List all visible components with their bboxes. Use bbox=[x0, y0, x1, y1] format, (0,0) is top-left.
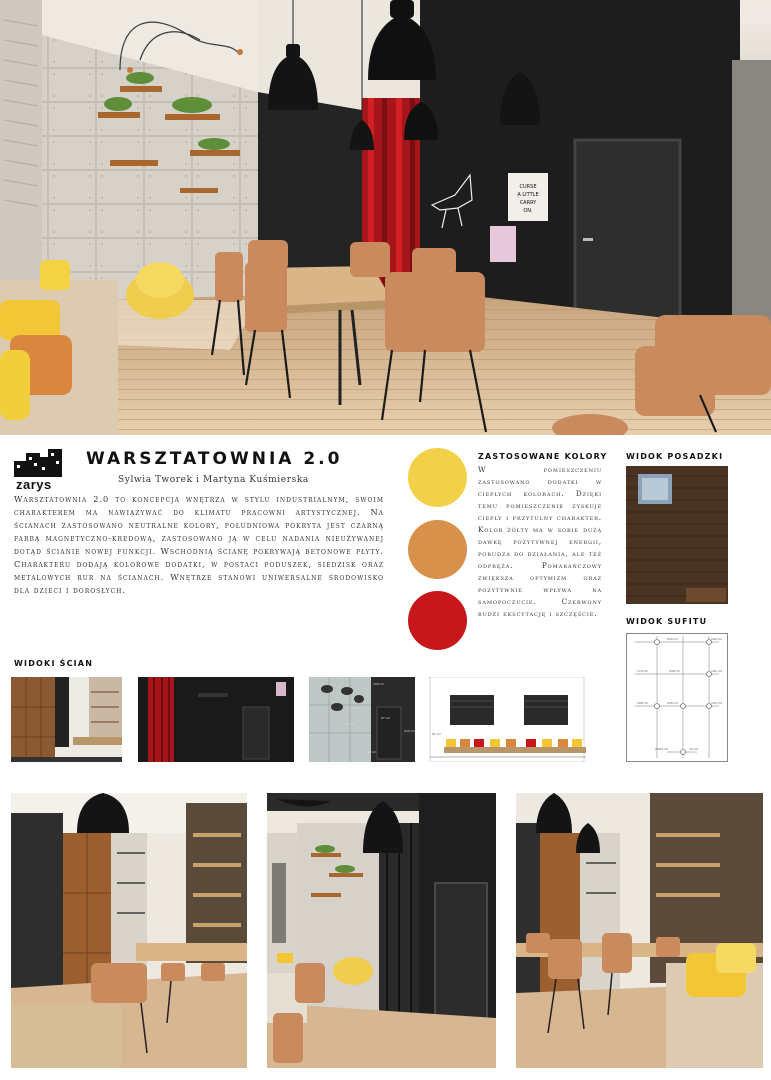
ceiling-dim: 174 cm bbox=[637, 669, 649, 673]
ceiling-dim: 238 cm bbox=[667, 701, 679, 705]
project-description: Warsztatownia 2.0 to koncepcja wnętrza w stylu industrialnym, swoim charakterem ma nawiązywać do klimatu pracowni artystycznej. Na ścianach zastosowano neutralne kolory, południowa pokryta jest czarną farbą magnetyczno-kredową, zastosowano ją w celu nadania nieużywanej dotąd ścianie nowej funkcji. Wschodnią ścianę pokrywają betonowe płyty. Charakteru dodają kolorowe dodatki, w postaci poduszek, siedzisk oraz metalowych rur na ścianach. Wnętrze stanowi uniwersalne środowisko dla dzieci i dorosłych. bbox=[14, 494, 384, 595]
svg-text:A LITTLE: A LITTLE bbox=[517, 192, 539, 198]
wall-view-2 bbox=[138, 677, 294, 762]
wall-dim: 80 cm bbox=[367, 750, 377, 754]
colors-description: W pomieszczeniu zastosowano dodatki w ciepłych kolorach. Dzięki temu pomieszczenie zyskuje ciepły i przytulny charakter. Kolor żółty ma w sobie dużą dawkę pozytywnej energii, pobudza do działania, ale też odpręża. Pomarańczowy zwiększa optymizm oraz pozytywnie wpływa na samopoczucie. Czerwony budzi ekscytację i szczęście. bbox=[478, 465, 602, 618]
svg-text:CARRY: CARRY bbox=[519, 200, 537, 206]
wall-dim: 97 cm bbox=[381, 716, 391, 720]
page-title: WARSZTATOWNIA 2.0 bbox=[86, 449, 343, 469]
floor-view-title: WIDOK POSADZKI bbox=[626, 452, 724, 461]
ceiling-dim: 70 cm bbox=[689, 747, 699, 751]
render-1 bbox=[11, 793, 247, 1068]
wall-view-3 bbox=[309, 677, 415, 762]
color-swatch-red bbox=[408, 591, 467, 650]
ceiling-dim: 188 cm bbox=[637, 701, 649, 705]
wall-dim: 100 cm bbox=[373, 682, 385, 686]
svg-text:ON.: ON. bbox=[523, 208, 533, 214]
color-swatch-orange bbox=[408, 520, 467, 579]
colors-section-title: ZASTOSOWANE KOLORY bbox=[478, 452, 608, 461]
ceiling-dim: 125 cm bbox=[711, 701, 723, 705]
wall-view-1 bbox=[11, 677, 122, 762]
walls-section-title: WIDOKI ŚCIAN bbox=[14, 659, 94, 668]
ceiling-dim: 101 cm bbox=[711, 669, 723, 673]
render-2 bbox=[267, 793, 496, 1068]
hero-render bbox=[0, 0, 771, 435]
wall-dim: 82 cm bbox=[351, 706, 361, 710]
wall-dim: 220 cm bbox=[404, 729, 415, 733]
zarys-logo bbox=[14, 447, 66, 493]
ceiling-dim: 250 cm bbox=[667, 637, 679, 641]
ceiling-view-title: WIDOK SUFITU bbox=[626, 617, 708, 626]
floor-view-drawing bbox=[626, 466, 728, 604]
ceiling-dim: 2000 cm bbox=[655, 747, 669, 751]
ceiling-view-drawing bbox=[626, 633, 728, 762]
ceiling-dim: 238 cm bbox=[669, 669, 681, 673]
logo-wordmark: zarys bbox=[16, 477, 52, 492]
wall-view-4 bbox=[428, 677, 586, 762]
wall-dim: 80 cm bbox=[432, 732, 442, 736]
authors-line: Sylwia Tworek i Martyna Kuśmierska bbox=[118, 475, 309, 485]
render-3 bbox=[516, 793, 763, 1068]
wall-dim: 60 cm bbox=[345, 722, 355, 726]
ceiling-dim: 100 cm bbox=[711, 637, 723, 641]
svg-text:CURSE: CURSE bbox=[519, 184, 537, 190]
color-swatch-yellow bbox=[408, 448, 467, 507]
